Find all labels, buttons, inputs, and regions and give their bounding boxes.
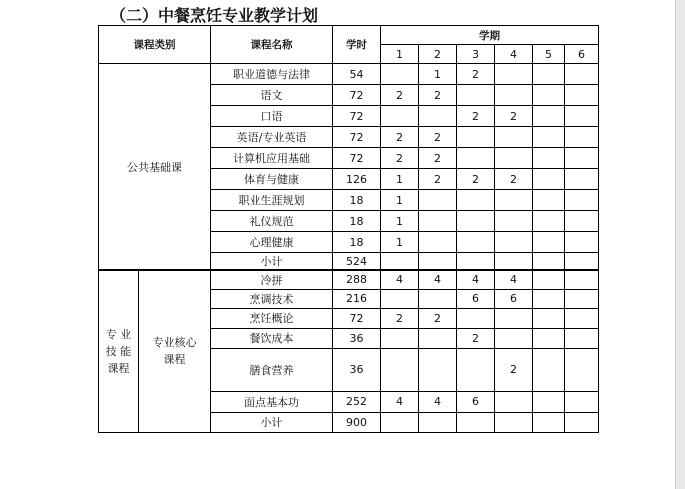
semester-hours-cell [457, 211, 495, 232]
semester-hours-cell: 2 [419, 127, 457, 148]
semester-hours-cell [533, 106, 565, 127]
subtotal-label: 小计 [211, 412, 333, 432]
semester-hours-cell [381, 328, 419, 348]
semester-number: 4 [495, 45, 533, 64]
semester-hours-cell: 2 [495, 106, 533, 127]
course-hours: 54 [333, 64, 381, 85]
semester-hours-cell: 4 [381, 270, 419, 289]
empty-cell [457, 253, 495, 271]
course-name: 礼仪规范 [211, 211, 333, 232]
category-public-foundation: 公共基础课 [99, 64, 211, 271]
semester-hours-cell [495, 85, 533, 106]
semester-hours-cell [495, 211, 533, 232]
semester-hours-cell: 1 [381, 190, 419, 211]
subtotal-hours: 524 [333, 253, 381, 271]
course-name: 冷拼 [211, 270, 333, 289]
semester-hours-cell [565, 64, 599, 85]
semester-hours-cell [457, 127, 495, 148]
semester-number: 6 [565, 45, 599, 64]
subcategory-line: 课程 [163, 353, 186, 367]
semester-hours-cell [533, 211, 565, 232]
semester-hours-cell: 6 [495, 289, 533, 308]
course-name: 膳食营养 [211, 348, 333, 391]
category-line: 专 业 [105, 327, 132, 341]
semester-hours-cell: 2 [457, 169, 495, 190]
empty-cell [419, 412, 457, 432]
semester-hours-cell: 2 [419, 308, 457, 328]
header-row [99, 26, 599, 45]
course-name: 计算机应用基础 [211, 148, 333, 169]
semester-hours-cell: 2 [495, 348, 533, 391]
course-name: 口语 [211, 106, 333, 127]
semester-hours-cell [419, 190, 457, 211]
course-hours: 18 [333, 211, 381, 232]
category-professional-skills [99, 270, 139, 432]
semester-hours-cell [565, 169, 599, 190]
semester-hours-cell: 4 [419, 391, 457, 412]
course-name: 语文 [211, 85, 333, 106]
semester-hours-cell [565, 190, 599, 211]
semester-hours-cell [381, 289, 419, 308]
course-name: 体育与健康 [211, 169, 333, 190]
course-hours: 36 [333, 348, 381, 391]
course-name: 烹调技术 [211, 289, 333, 308]
semester-hours-cell: 2 [381, 85, 419, 106]
course-hours: 72 [333, 106, 381, 127]
empty-cell [495, 412, 533, 432]
header-hours: 学时 [333, 26, 381, 64]
semester-hours-cell [565, 328, 599, 348]
semester-hours-cell [565, 289, 599, 308]
semester-hours-cell: 1 [381, 232, 419, 253]
semester-hours-cell [381, 106, 419, 127]
header-course-name: 课程名称 [211, 26, 333, 64]
empty-cell [565, 253, 599, 271]
semester-hours-cell [565, 270, 599, 289]
semester-hours-cell: 2 [457, 64, 495, 85]
course-hours: 18 [333, 232, 381, 253]
course-name: 职业生涯规划 [211, 190, 333, 211]
table-row [99, 64, 599, 85]
semester-hours-cell [565, 148, 599, 169]
semester-hours-cell: 4 [457, 270, 495, 289]
empty-cell [533, 253, 565, 271]
semester-hours-cell [457, 85, 495, 106]
semester-hours-cell [419, 211, 457, 232]
course-name: 烹饪概论 [211, 308, 333, 328]
category-line: 课程 [107, 361, 130, 375]
semester-hours-cell [457, 148, 495, 169]
semester-hours-cell [419, 232, 457, 253]
semester-hours-cell: 2 [419, 169, 457, 190]
semester-hours-cell: 2 [381, 148, 419, 169]
course-name: 英语/专业英语 [211, 127, 333, 148]
semester-hours-cell: 2 [457, 328, 495, 348]
semester-hours-cell [495, 391, 533, 412]
course-hours: 126 [333, 169, 381, 190]
semester-hours-cell [495, 64, 533, 85]
semester-hours-cell [533, 85, 565, 106]
semester-hours-cell [533, 328, 565, 348]
semester-hours-cell [533, 391, 565, 412]
empty-cell [495, 253, 533, 271]
semester-hours-cell: 2 [381, 308, 419, 328]
semester-hours-cell: 6 [457, 289, 495, 308]
semester-hours-cell [533, 308, 565, 328]
category-line: 技 能 [105, 344, 132, 358]
semester-hours-cell [565, 308, 599, 328]
semester-hours-cell [419, 106, 457, 127]
semester-hours-cell: 4 [381, 391, 419, 412]
empty-cell [381, 412, 419, 432]
semester-hours-cell: 2 [419, 85, 457, 106]
semester-hours-cell: 2 [419, 148, 457, 169]
empty-cell [533, 412, 565, 432]
course-name: 职业道德与法律 [211, 64, 333, 85]
course-name: 餐饮成本 [211, 328, 333, 348]
semester-number: 1 [381, 45, 419, 64]
course-name: 心理健康 [211, 232, 333, 253]
course-hours: 252 [333, 391, 381, 412]
semester-hours-cell [565, 348, 599, 391]
semester-hours-cell [495, 127, 533, 148]
course-hours: 72 [333, 85, 381, 106]
semester-hours-cell: 2 [381, 127, 419, 148]
subtotal-hours: 900 [333, 412, 381, 432]
course-hours: 18 [333, 190, 381, 211]
semester-hours-cell [565, 232, 599, 253]
semester-hours-cell: 1 [381, 211, 419, 232]
semester-number: 5 [533, 45, 565, 64]
semester-hours-cell [565, 106, 599, 127]
course-name: 面点基本功 [211, 391, 333, 412]
page-title: （二）中餐烹饪专业教学计划 [110, 6, 319, 25]
semester-hours-cell: 2 [495, 169, 533, 190]
semester-hours-cell [533, 232, 565, 253]
semester-hours-cell [457, 308, 495, 328]
semester-hours-cell [495, 148, 533, 169]
semester-hours-cell [381, 64, 419, 85]
header-semester: 学期 [381, 26, 599, 45]
course-hours: 72 [333, 308, 381, 328]
semester-hours-cell: 1 [381, 169, 419, 190]
semester-hours-cell [533, 169, 565, 190]
course-hours: 72 [333, 148, 381, 169]
semester-hours-cell [533, 270, 565, 289]
teaching-plan-table [98, 25, 599, 433]
semester-hours-cell [495, 232, 533, 253]
semester-hours-cell: 1 [419, 64, 457, 85]
semester-number: 3 [457, 45, 495, 64]
semester-hours-cell: 4 [495, 270, 533, 289]
semester-hours-cell [419, 348, 457, 391]
empty-cell [381, 253, 419, 271]
semester-hours-cell [533, 289, 565, 308]
semester-hours-cell [495, 308, 533, 328]
empty-cell [565, 412, 599, 432]
course-hours: 36 [333, 328, 381, 348]
semester-hours-cell [533, 190, 565, 211]
course-hours: 288 [333, 270, 381, 289]
semester-hours-cell [457, 232, 495, 253]
semester-hours-cell [457, 348, 495, 391]
scrollbar-track[interactable] [675, 0, 685, 489]
subcategory-core-courses [139, 270, 211, 432]
semester-hours-cell [565, 391, 599, 412]
header-category: 课程类别 [99, 26, 211, 64]
semester-hours-cell: 6 [457, 391, 495, 412]
semester-hours-cell: 4 [419, 270, 457, 289]
subcategory-line: 专业核心 [152, 336, 197, 350]
semester-hours-cell [533, 148, 565, 169]
semester-hours-cell [565, 211, 599, 232]
semester-number: 2 [419, 45, 457, 64]
semester-hours-cell: 2 [457, 106, 495, 127]
semester-hours-cell [533, 348, 565, 391]
semester-hours-cell [533, 64, 565, 85]
semester-hours-cell [419, 328, 457, 348]
subtotal-label: 小计 [211, 253, 333, 271]
semester-hours-cell [457, 190, 495, 211]
semester-hours-cell [381, 348, 419, 391]
semester-hours-cell [533, 127, 565, 148]
empty-cell [457, 412, 495, 432]
semester-hours-cell [565, 127, 599, 148]
table-row [99, 270, 599, 289]
semester-hours-cell [495, 190, 533, 211]
semester-hours-cell [495, 328, 533, 348]
course-hours: 216 [333, 289, 381, 308]
empty-cell [419, 253, 457, 271]
course-hours: 72 [333, 127, 381, 148]
semester-hours-cell [565, 85, 599, 106]
semester-hours-cell [419, 289, 457, 308]
